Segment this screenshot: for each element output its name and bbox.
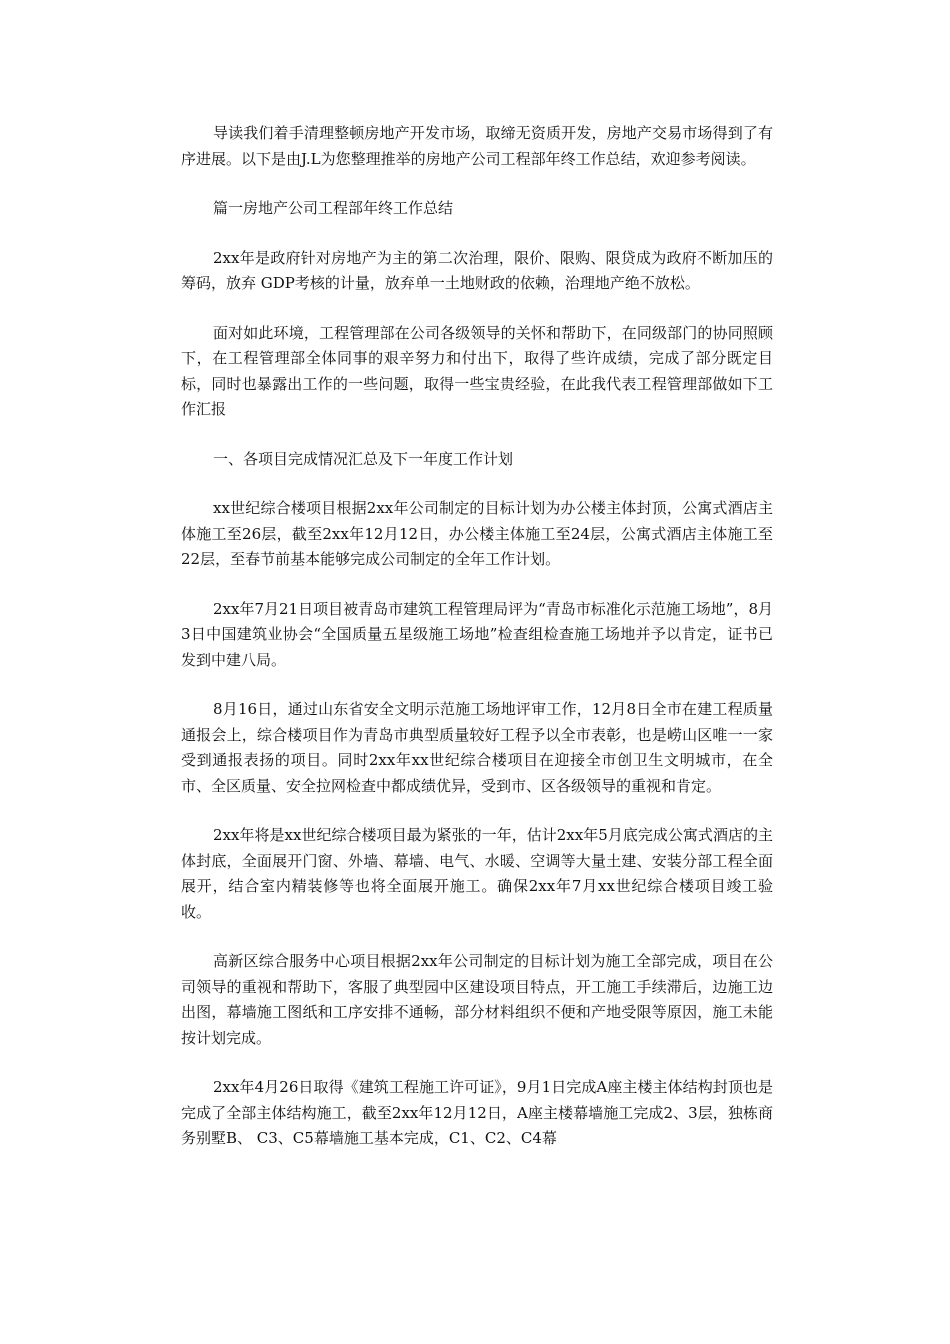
body-paragraph-5: 8月16日，通过山东省安全文明示范施工场地评审工作，12月8日全市在建工程质量通报会上，综合楼项目作为青岛市典型质量较好工程予以全市表彰，也是崂山区唯一一家受到通报表扬的项目。同时2xx年xx世纪综合楼项目在迎接全市创卫生文明城市，在全市、全区质量、安全拉网检查中都成绩优异，受到市、区各级领导的重视和肯定。 [181, 700, 773, 795]
body-paragraph-1: 2xx年是政府针对房地产为主的第二次治理，限价、限购、限贷成为政府不断加压的筹码，放弃 GDP考核的计量，放弃单一土地财政的依赖，治理地产绝不放松。 [181, 248, 773, 292]
body-paragraph-3: xx世纪综合楼项目根据2xx年公司制定的目标计划为办公楼主体封顶，公寓式酒店主体施工至26层，截至2xx年12月12日，办公楼主体施工至24层，公寓式酒店主体施工至22层，至春节前基本能够完成公司制定的全年工作计划。 [181, 499, 773, 568]
body-paragraph-8: 2xx年4月26日取得《建筑工程施工许可证》，9月1日完成A座主楼主体结构封顶也是完成了全部主体结构施工，截至2xx年12月12日，A座主楼幕墙施工完成2、3层，独栋商务别墅B、 C3、C5幕墙施工基本完成，C1、C2、C4幕 [181, 1078, 773, 1147]
body-paragraph-2: 面对如此环境，工程管理部在公司各级领导的关怀和帮助下，在同级部门的协同照顾下，在工程管理部全体同事的艰辛努力和付出下，取得了些许成绩，完成了部分既定目标，同时也暴露出工作的一些问题，取得一些宝贵经验，在此我代表工程管理部做如下工作汇报 [181, 323, 773, 418]
section-heading-2: 一、各项目完成情况汇总及下一年度工作计划 [213, 449, 514, 468]
intro-paragraph: 导读我们着手清理整顿房地产开发市场，取缔无资质开发，房地产交易市场得到了有序进展。以下是由J.L为您整理推举的房地产公司工程部年终工作总结，欢迎参考阅读。 [181, 124, 773, 168]
section-heading-1: 篇一房地产公司工程部年终工作总结 [213, 199, 454, 217]
body-paragraph-6: 2xx年将是xx世纪综合楼项目最为紧张的一年，估计2xx年5月底完成公寓式酒店的主体封底，全面展开门窗、外墙、幕墙、电气、水暖、空调等大量土建、安装分部工程全面展开，结合室内精装修等也将全面展开施工。确保2xx年7月xx世纪综合楼项目竣工验收。 [181, 826, 773, 921]
document-page [181, 121, 773, 1176]
body-paragraph-7: 高新区综合服务中心项目根据2xx年公司制定的目标计划为施工全部完成，项目在公司领导的重视和帮助下，客服了典型园中区建设项目特点，开工施工手续滞后，边施工边出图，幕墙施工图纸和工序安排不通畅，部分材料组织不便和产地受限等原因，施工未能按计划完成。 [181, 952, 773, 1047]
body-paragraph-4: 2xx年7月21日项目被青岛市建筑工程管理局评为“青岛市标准化示范施工场地”，8月3日中国建筑业协会“全国质量五星级施工场地”检查组检查施工场地并予以肯定，证书已发到中建八局。 [181, 599, 773, 669]
